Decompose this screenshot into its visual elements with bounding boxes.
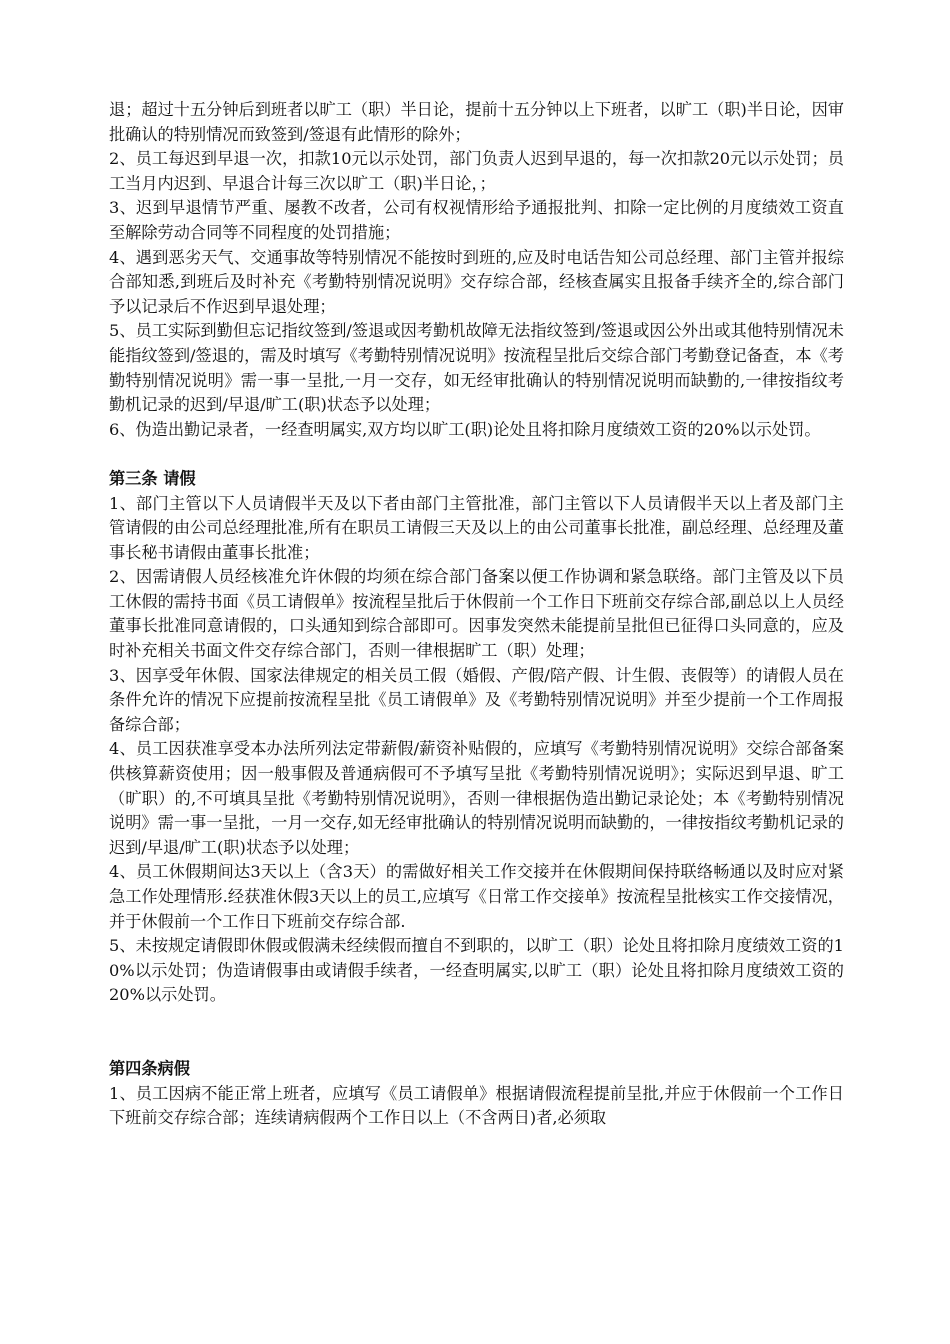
spacer [109,1008,844,1057]
section3-title: 第三条 请假 [109,468,196,488]
section3-item-2: 2、因需请假人员经核准允许休假的均须在综合部门备案以便工作协调和紧急联络。部门主管及以下员工休假的需持书面《员工请假单》按流程呈批后于休假前一个工作日下班前交存综合部,副总以上人员经董事长批准同意请假的，口头通知到综合部即可。因事发突然未能提前呈批但已征得口头同意的，应及时补充相关书面文件交存综合部门，否则一律根据旷工（职）处理； [109,567,844,661]
section3-item-4a: 4、员工因获准享受本办法所列法定带薪假/薪资补贴假的，应填写《考勤特别情况说明》交综合部备案供核算薪资使用；因一般事假及普通病假可不予填写呈批《考勤特别情况说明》；实际迟到早退、旷工（旷职）的,不可填具呈批《考勤特别情况说明》，否则一律根据伪造出勤记录论处；本《考勤特别情况说明》需一事一呈批，一月一交存,如无经审批确认的特别情况说明而缺勤的，一律按指纹考勤机记录的迟到/早退/旷工(职)状态予以处理； [109,739,844,857]
section3-item-1: 1、部门主管以下人员请假半天及以下者由部门主管批准，部门主管以下人员请假半天以上者及部门主管请假的由公司总经理批准,所有在职员工请假三天及以上的由公司董事长批准，副总经理、总经理及董事长秘书请假由董事长批准； [109,493,844,562]
section3-item-4b: 4、员工休假期间达3天以上（含3天）的需做好相关工作交接并在休假期间保持联络畅通以及时应对紧急工作处理情形.经获准休假3天以上的员工,应填写《日常工作交接单》按流程呈批核实工作交接情况，并于休假前一个工作日下班前交存综合部. [109,862,844,931]
section4-item-1: 1、员工因病不能正常上班者，应填写《员工请假单》根据请假流程提前呈批,并应于休假前一个工作日下班前交存综合部；连续请病假两个工作日以上（不含两日)者,必须取 [109,1083,844,1128]
document-page [109,98,844,1131]
section3-item-3: 3、因享受年休假、国家法律规定的相关员工假（婚假、产假/陪产假、计生假、丧假等）的请假人员在条件允许的情况下应提前按流程呈批《员工请假单》及《考勤特别情况说明》并至少提前一个工作周报备综合部； [109,665,844,734]
section2-item-4: 4、遇到恶劣天气、交通事故等特别情况不能按时到班的,应及时电话告知公司总经理、部门主管并报综合部知悉,到班后及时补充《考勤特别情况说明》交存综合部，经核查属实且报备手续齐全的,综合部门予以记录后不作迟到早退处理； [109,247,844,316]
section4-title: 第四条病假 [109,1058,190,1078]
section2-item-5: 5、员工实际到勤但忘记指纹签到/签退或因考勤机故障无法指纹签到/签退或因公外出或其他特别情况未能指纹签到/签退的，需及时填写《考勤特别情况说明》按流程呈批后交综合部门考勤登记备查，本《考勤特别情况说明》需一事一呈批,一月一交存，如无经审批确认的特别情况说明而缺勤的,一律按指纹考勤机记录的迟到/早退/旷工(职)状态予以处理； [109,321,844,415]
spacer [109,442,844,467]
section2-item-3: 3、迟到早退情节严重、屡教不改者，公司有权视情形给予通报批判、扣除一定比例的月度绩效工资直至解除劳动合同等不同程度的处罚措施； [109,198,844,242]
section2-item-2: 2、员工每迟到早退一次，扣款10元以示处罚，部门负责人迟到早退的，每一次扣款20元以示处罚；员工当月内迟到、早退合计每三次以旷工（职)半日论，； [109,149,844,193]
section2-item-6: 6、伪造出勤记录者，一经查明属实,双方均以旷工(职)论处且将扣除月度绩效工资的20%以示处罚。 [109,419,821,439]
section2-item-continuation: 退；超过十五分钟后到班者以旷工（职）半日论，提前十五分钟以上下班者，以旷工（职)半日论，因审批确认的特别情况而致签到/签退有此情形的除外； [109,100,844,144]
section3-item-5: 5、未按规定请假即休假或假满未经续假而擅自不到职的，以旷工（职）论处且将扣除月度绩效工资的10%以示处罚；伪造请假事由或请假手续者，一经查明属实,以旷工（职）论处且将扣除月度绩效工资的20%以示处罚。 [109,936,844,1005]
